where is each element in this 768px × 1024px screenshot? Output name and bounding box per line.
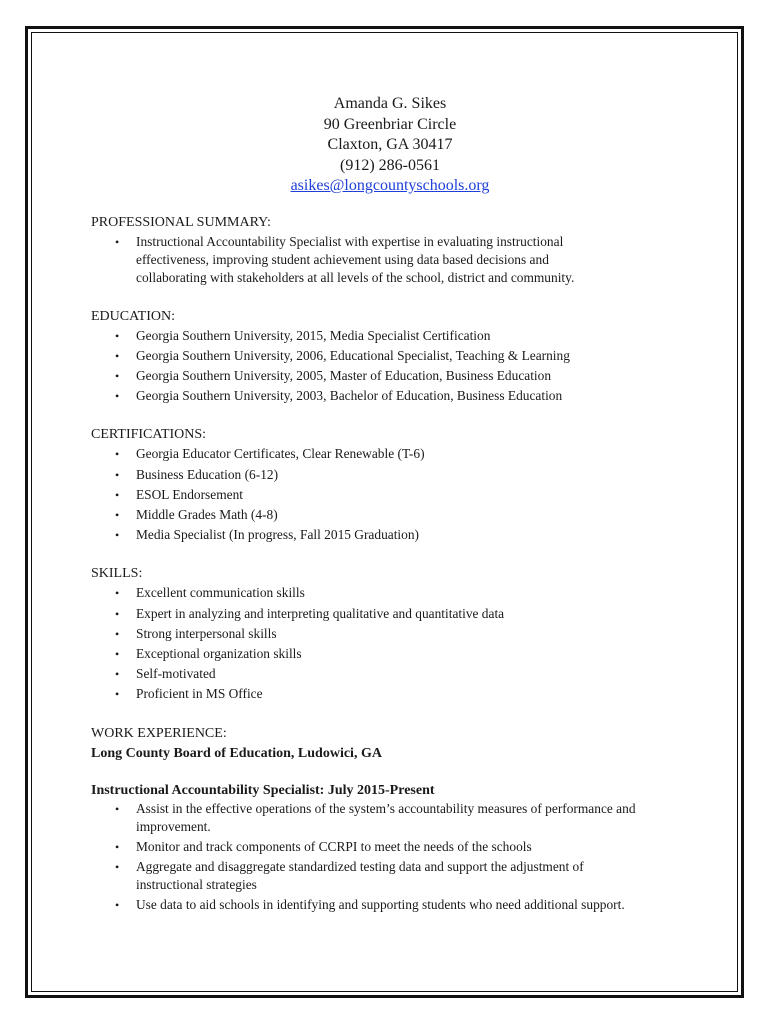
position-title: Instructional Accountability Specialist: July 2015-Present <box>91 782 435 798</box>
education-section <box>91 307 691 406</box>
list-item: • Instructional Accountability Specialist with expertise in evaluating instructional effectiveness, improving student achievement using data based decisions and collaborating with stakeholders at all levels of the school, district and community. <box>136 233 616 287</box>
list-item: • Georgia Southern University, 2006, Educational Specialist, Teaching & Learning <box>136 347 691 365</box>
contact-header <box>89 94 691 197</box>
applicant-name: Amanda G. Sikes <box>333 95 447 112</box>
list-item: • Strong interpersonal skills <box>136 625 691 643</box>
resume-document <box>91 94 691 916</box>
list-item: • Georgia Southern University, 2015, Media Specialist Certification <box>136 327 691 345</box>
list-item: • ESOL Endorsement <box>136 486 691 504</box>
duties-list <box>91 800 691 915</box>
list-item: • Georgia Southern University, 2005, Master of Education, Business Education <box>136 367 691 385</box>
list-item: • Proficient in MS Office <box>136 685 691 703</box>
work-section <box>91 724 691 915</box>
list-item: • Expert in analyzing and interpreting qualitative and quantitative data <box>136 605 691 623</box>
work-heading: WORK EXPERIENCE: <box>91 725 227 741</box>
list-item: • Georgia Southern University, 2003, Bachelor of Education, Business Education <box>136 387 691 405</box>
employer-name: Long County Board of Education, Ludowici, GA <box>91 745 382 761</box>
summary-section <box>91 213 691 287</box>
list-item: • Exceptional organization skills <box>136 645 691 663</box>
list-item: • Aggregate and disaggregate standardized testing data and support the adjustment of instructional strategies <box>136 858 646 894</box>
list-item: • Excellent communication skills <box>136 584 691 602</box>
education-heading: EDUCATION: <box>91 308 175 324</box>
list-item: • Georgia Educator Certificates, Clear Renewable (T-6) <box>136 445 691 463</box>
city-state-zip: Claxton, GA 30417 <box>327 136 453 153</box>
list-item: • Business Education (6-12) <box>136 466 691 484</box>
summary-list <box>91 233 691 287</box>
street-address: 90 Greenbriar Circle <box>323 115 457 133</box>
skills-heading: SKILLS: <box>91 566 143 582</box>
skills-list <box>91 584 691 703</box>
list-item: • Use data to aid schools in identifying and supporting students who need additional support. <box>136 896 636 914</box>
education-list <box>91 327 691 406</box>
skills-section <box>91 564 691 703</box>
list-item: • Monitor and track components of CCRPI to meet the needs of the schools <box>136 838 691 856</box>
list-item: • Media Specialist (In progress, Fall 2015 Graduation) <box>136 526 691 544</box>
certifications-heading: CERTIFICATIONS: <box>91 427 207 443</box>
phone-number: (912) 286-0561 <box>340 156 440 174</box>
email-link[interactable]: asikes@longcountyschools.org <box>290 177 490 194</box>
summary-heading: PROFESSIONAL SUMMARY: <box>91 214 271 230</box>
list-item: • Middle Grades Math (4-8) <box>136 506 691 524</box>
certifications-section <box>91 425 691 544</box>
list-item: • Self-motivated <box>136 665 691 683</box>
list-item: • Assist in the effective operations of the system’s accountability measures of performance and improvement. <box>136 800 676 836</box>
certifications-list <box>91 445 691 544</box>
